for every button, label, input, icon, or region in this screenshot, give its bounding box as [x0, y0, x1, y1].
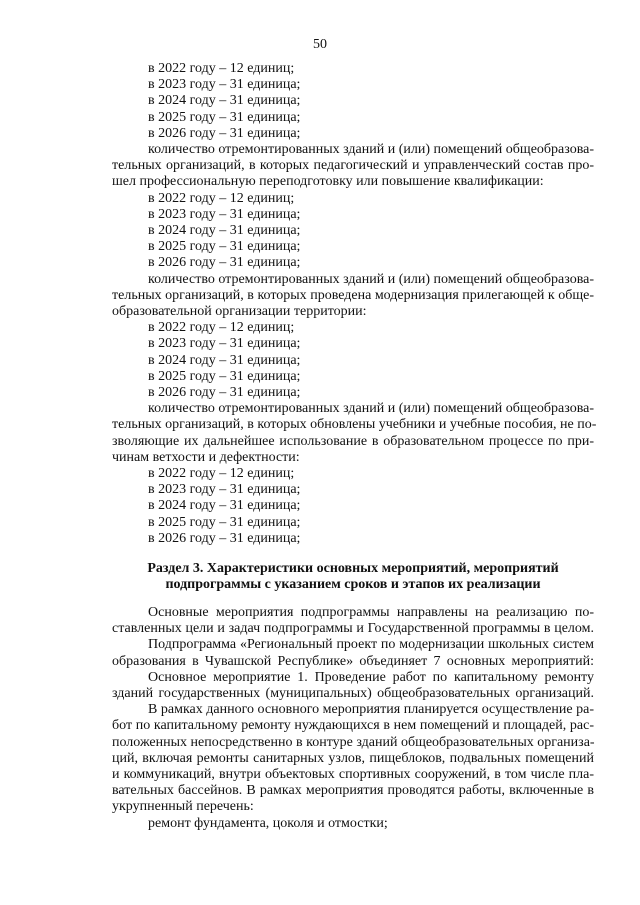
text-line: в 2024 году – 31 единица; [148, 498, 301, 514]
text-line: ций, включая ремонты санитарных узлов, пищеблоков, подвальных помещений [112, 750, 594, 766]
text-line: в 2022 году – 12 единиц; [148, 320, 295, 336]
body-text-bottom [112, 605, 594, 832]
text-line: в 2024 году – 31 единица; [148, 93, 301, 109]
text-line: чинам ветхости и дефектности: [112, 449, 300, 465]
text-line: ремонт фундамента, цоколя и отмостки; [148, 815, 388, 831]
text-line: в 2024 году – 31 единица; [148, 223, 301, 239]
text-line: зволяющие их дальнейшее использование в образовательном процессе по при- [112, 433, 594, 449]
text-line: в 2024 году – 31 единица; [148, 352, 301, 368]
text-line: в 2023 году – 31 единица; [148, 336, 301, 352]
section-heading-line: Раздел 3. Характеристики основных мероприятий, мероприятий [147, 561, 559, 576]
text-line: в 2022 году – 12 единиц; [148, 466, 295, 482]
text-line: шел профессиональную переподготовку или повышение квалификации: [112, 174, 544, 190]
text-line: в 2026 году – 31 единица; [148, 385, 301, 401]
text-line: образования в Чувашской Республике» объединяет 7 основных мероприятий: [112, 653, 594, 669]
text-line: в 2022 году – 12 единиц; [148, 190, 295, 206]
text-line: тельных организаций, в которых проведена модернизация прилегающей к обще- [112, 287, 594, 303]
text-line: в 2026 году – 31 единица; [148, 255, 301, 271]
text-line: в 2025 году – 31 единица; [148, 368, 301, 384]
text-line: в 2025 году – 31 единица; [148, 514, 301, 530]
text-line: в 2023 году – 31 единица; [148, 482, 301, 498]
text-line: Основное мероприятие 1. Проведение работ по капитальному ремонту [148, 669, 594, 685]
section-heading-line: подпрограммы с указанием сроков и этапов их реализации [165, 577, 541, 593]
text-line: в 2026 году – 31 единица; [148, 125, 301, 141]
body-text-top [112, 61, 597, 547]
text-line: Подпрограмма «Региональный проект по модернизации школьных систем [148, 637, 594, 653]
text-line: вательных бассейнов. В рамках мероприятия проводятся работы, включенные в [112, 783, 594, 799]
text-line: количество отремонтированных зданий и (или) помещений общеобразова- [148, 142, 594, 158]
text-line: ставленных цели и задач подпрограммы и Государственной программы в целом. [112, 621, 594, 637]
text-line: тельных организаций, в которых обновлены учебники и учебные пособия, не по- [112, 417, 597, 433]
text-line: в 2026 году – 31 единица; [148, 530, 301, 546]
page-number: 50 [313, 37, 327, 52]
text-line: бот по капитальному ремонту нуждающихся в нем помещений и площадей, рас- [112, 718, 594, 734]
text-line: в 2023 году – 31 единица; [148, 206, 301, 222]
text-line: количество отремонтированных зданий и (или) помещений общеобразова- [148, 271, 594, 287]
section-heading [112, 561, 594, 593]
text-line: в 2022 году – 12 единиц; [148, 61, 295, 76]
text-line: тельных организаций, в которых педагогический и управленческий состав про- [112, 158, 594, 174]
text-line: В рамках данного основного мероприятия планируется осуществление ра- [148, 702, 594, 718]
text-line: Основные мероприятия подпрограммы направлены на реализацию по- [148, 605, 594, 620]
text-line: в 2023 году – 31 единица; [148, 77, 301, 93]
text-line: зданий государственных (муниципальных) общеобразовательных организаций. [112, 686, 594, 702]
text-line: положенных непосредственно в контуре зданий общеобразовательных организа- [112, 734, 595, 750]
text-line: количество отремонтированных зданий и (или) помещений общеобразова- [148, 401, 594, 417]
text-line: и коммуникаций, внутри объектовых спортивных сооружений, в том числе пла- [112, 767, 594, 783]
text-line: образовательной организации территории: [112, 304, 367, 320]
text-line: укрупненный перечень: [112, 799, 254, 815]
text-line: в 2025 году – 31 единица; [148, 239, 301, 255]
text-line: в 2025 году – 31 единица; [148, 109, 301, 125]
